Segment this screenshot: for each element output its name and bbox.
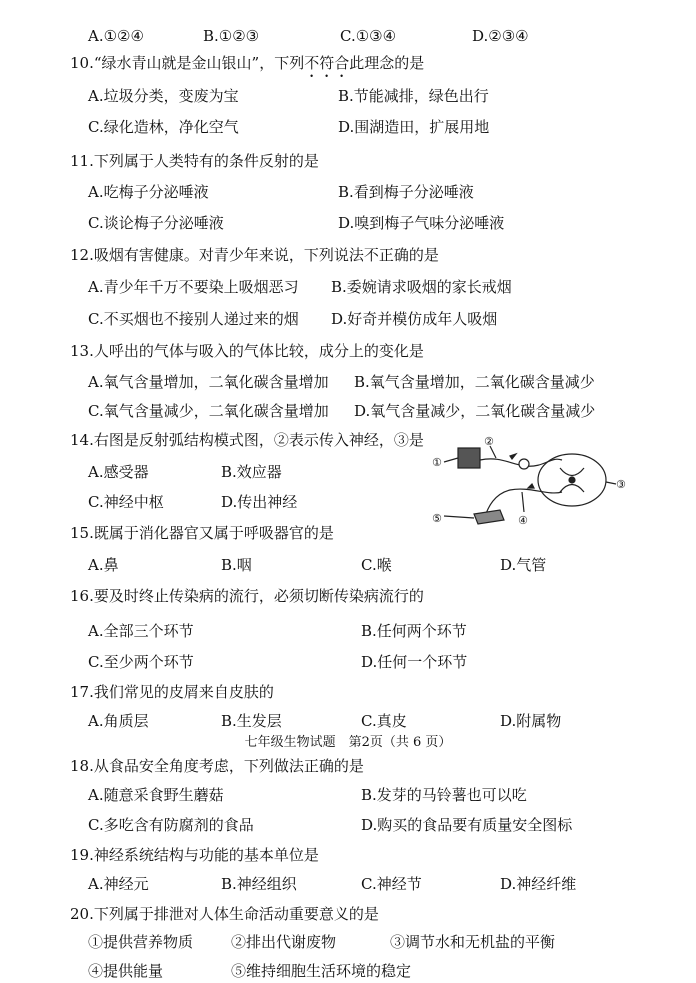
q20-item-2: ②排出代谢废物 (231, 933, 337, 951)
q19-option-c: C.神经节 (361, 875, 422, 893)
q18-stem: 18.从食品安全角度考虑，下列做法正确的是 (70, 757, 364, 775)
q19-option-a: A.神经元 (88, 875, 149, 893)
q15-option-d: D.气管 (500, 556, 547, 574)
q16-option-b: B.任何两个环节 (361, 622, 467, 640)
q16-stem: 16.要及时终止传染病的流行，必须切断传染病流行的 (70, 587, 424, 605)
q18-option-d: D.购买的食品要有质量安全图标 (361, 816, 573, 834)
q12-option-b: B.委婉请求吸烟的家长戒烟 (331, 278, 512, 296)
q17-option-a: A.角质层 (88, 712, 149, 730)
q10-stem-emphasis: 不符合 (304, 54, 350, 72)
q17-option-d: D.附属物 (500, 712, 562, 730)
q14-option-c: C.神经中枢 (88, 493, 164, 511)
q11-option-a: A.吃梅子分泌唾液 (88, 183, 209, 201)
ganglion-shape (519, 459, 529, 469)
q17-option-b: B.生发层 (221, 712, 282, 730)
q10-stem-pre: 10.“绿水青山就是金山银山”，下列 (70, 54, 305, 72)
q11-option-c: C.谈论梅子分泌唾液 (88, 214, 224, 232)
q20-stem: 20.下列属于排泄对人体生命活动重要意义的是 (70, 905, 379, 923)
q10-stem (70, 53, 424, 81)
q19-option-b: B.神经组织 (221, 875, 297, 893)
receptor-shape (458, 448, 480, 468)
q20-item-4: ④提供能量 (88, 962, 164, 980)
q10-stem-post: 此理念的是 (349, 54, 425, 72)
q12-option-a: A.青少年千万不要染上吸烟恶习 (88, 278, 299, 296)
q9-option-d: D.②③④ (472, 27, 529, 45)
q15-option-c: C.喉 (361, 556, 392, 574)
q10-option-b: B.节能减排，绿色出行 (338, 87, 489, 105)
q13-option-d: D.氧气含量减少，二氧化碳含量减少 (354, 402, 596, 420)
q14-option-a: A.感受器 (88, 463, 149, 481)
reflex-arc-diagram (430, 434, 630, 534)
q15-stem: 15.既属于消化器官又属于呼吸器官的是 (70, 524, 334, 542)
q10-option-a: A.垃圾分类，变废为宝 (88, 87, 239, 105)
q15-option-a: A.鼻 (88, 556, 119, 574)
q13-option-a: A.氧气含量增加，二氧化碳含量增加 (88, 373, 329, 391)
diagram-label-5: ⑤ (432, 512, 442, 525)
q11-stem: 11.下列属于人类特有的条件反射的是 (70, 152, 319, 170)
q18-option-a: A.随意采食野生蘑菇 (88, 786, 224, 804)
diagram-label-4: ④ (518, 514, 528, 527)
q19-stem: 19.神经系统结构与功能的基本单位是 (70, 846, 319, 864)
page-footer: 七年级生物试题 第2页（共 6 页） (244, 735, 452, 750)
q20-item-1: ①提供营养物质 (88, 933, 194, 951)
q13-option-c: C.氧气含量减少，二氧化碳含量增加 (88, 402, 329, 420)
q16-option-c: C.至少两个环节 (88, 653, 194, 671)
q13-stem: 13.人呼出的气体与吸入的气体比较，成分上的变化是 (70, 342, 424, 360)
q15-option-b: B.咽 (221, 556, 252, 574)
q14-stem: 14.右图是反射弧结构模式图，②表示传入神经，③是 (70, 431, 424, 449)
diagram-label-3: ③ (616, 478, 626, 491)
q14-option-b: B.效应器 (221, 463, 282, 481)
q12-option-c: C.不买烟也不接别人递过来的烟 (88, 310, 299, 328)
q16-option-d: D.任何一个环节 (361, 653, 468, 671)
q17-option-c: C.真皮 (361, 712, 407, 730)
q20-item-5: ⑤维持细胞生活环境的稳定 (231, 962, 412, 980)
q12-option-d: D.好奇并模仿成年人吸烟 (331, 310, 498, 328)
q17-stem: 17.我们常见的皮屑来自皮肤的 (70, 683, 274, 701)
q18-option-c: C.多吃含有防腐剂的食品 (88, 816, 254, 834)
q10-option-c: C.绿化造林，净化空气 (88, 118, 239, 136)
q18-option-b: B.发芽的马铃薯也可以吃 (361, 786, 527, 804)
q12-stem: 12.吸烟有害健康。对青少年来说，下列说法不正确的是 (70, 246, 439, 264)
q9-option-b: B.①②③ (203, 27, 260, 45)
q11-option-d: D.嗅到梅子气味分泌唾液 (338, 214, 505, 232)
diagram-label-2: ② (484, 435, 494, 448)
diagram-label-1: ① (432, 456, 442, 469)
q10-option-d: D.围湖造田，扩展用地 (338, 118, 490, 136)
effector-shape (474, 510, 504, 524)
q13-option-b: B.氧气含量增加，二氧化碳含量减少 (354, 373, 595, 391)
q16-option-a: A.全部三个环节 (88, 622, 194, 640)
q20-item-3: ③调节水和无机盐的平衡 (390, 933, 556, 951)
q9-option-c: C.①③④ (340, 27, 397, 45)
q11-option-b: B.看到梅子分泌唾液 (338, 183, 474, 201)
q14-option-d: D.传出神经 (221, 493, 298, 511)
q19-option-d: D.神经纤维 (500, 875, 577, 893)
q9-option-a: A.①②④ (88, 27, 144, 45)
